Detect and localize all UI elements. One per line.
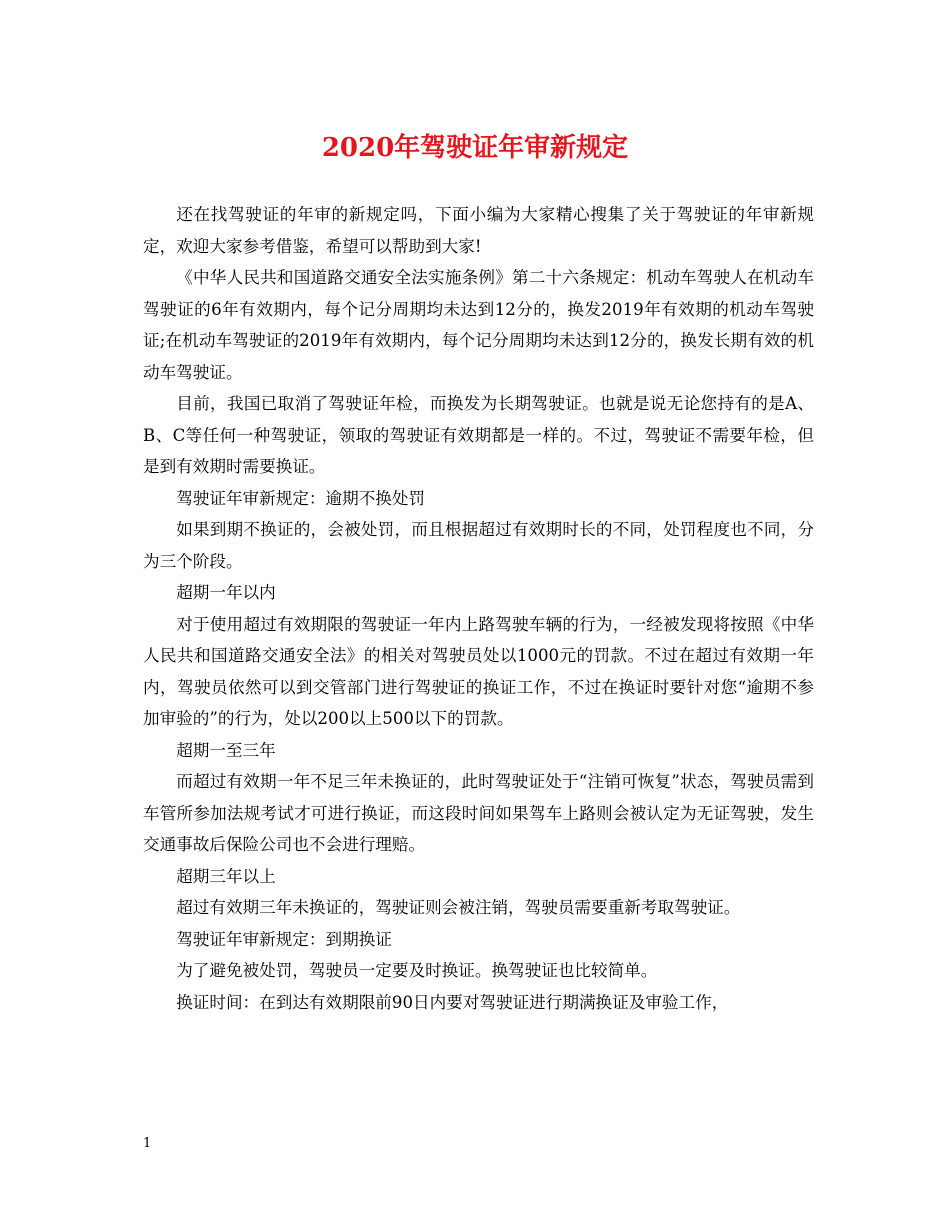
subheading-within-one-year: 超期一年以内 bbox=[176, 583, 276, 602]
paragraph-renewal-time: 换证时间：在到达有效期限前90日内要对驾驶证进行期满换证及审验工作， bbox=[176, 992, 729, 1012]
page-number: 1 bbox=[143, 1136, 152, 1151]
document-title: 2020年驾驶证年审新规定 bbox=[321, 133, 629, 163]
section-heading-penalty: 驾驶证年审新规定：逾期不换处罚 bbox=[176, 488, 426, 508]
paragraph-renewal-advice: 为了避免被处罚，驾驶员一定要及时换证。换驾驶证也比较简单。 bbox=[176, 961, 658, 980]
paragraph-over-three-years: 超过有效期三年未换证的，驾驶证则会被注销，驾驶员需要重新考取驾驶证。 bbox=[176, 898, 741, 917]
paragraph-intro: 还在找驾驶证的年审的新规定吗，下面小编为大家精心搜集了关于驾驶证的年审新规定，欢迎大家参考借鉴，希望可以帮助到大家! bbox=[143, 205, 814, 256]
document-body bbox=[143, 199, 814, 1018]
paragraph-regulation-article: 《中华人民共和国道路交通安全法实施条例》第二十六条规定：机动车驾驶人在机动车驾驶证的6年有效期内，每个记分周期均未达到12分的，换发2019年有效期的机动车驾驶证;在机动车驾驶证的2019年有效期内，每个记分周期均未达到12分的，换发长期有效的机动车驾驶证。 bbox=[143, 268, 814, 382]
paragraph-one-to-three-years: 而超过有效期一年不足三年未换证的，此时驾驶证处于“注销可恢复”状态，驾驶员需到车管所参加法规考试才可进行换证，而这段时间如果驾车上路则会被认定为无证驾驶，发生交通事故后保险公司也不会进行理赔。 bbox=[143, 772, 814, 854]
section-heading-renewal: 驾驶证年审新规定：到期换证 bbox=[176, 929, 392, 949]
paragraph-within-one-year: 对于使用超过有效期限的驾驶证一年内上路驾驶车辆的行为，一经被发现将按照《中华人民共和国道路交通安全法》的相关对驾驶员处以1000元的罚款。不过在超过有效期一年内，驾驶员依然可以到交管部门进行驾驶证的换证工作，不过在换证时要针对您“逾期不参加审验的”的行为，处以200以上500以下的罚款。 bbox=[143, 614, 814, 728]
subheading-over-three-years: 超期三年以上 bbox=[176, 866, 276, 886]
subheading-one-to-three-years: 超期一至三年 bbox=[176, 740, 276, 760]
paragraph-current-policy: 目前，我国已取消了驾驶证年检，而换发为长期驾驶证。也就是说无论您持有的是A、B、C等任何一种驾驶证，领取的驾驶证有效期都是一样的。不过，驾驶证不需要年检，但是到有效期时需要换证。 bbox=[143, 394, 814, 476]
paragraph-penalty-overview: 如果到期不换证的，会被处罚，而且根据超过有效期时长的不同，处罚程度也不同，分为三个阶段。 bbox=[143, 520, 814, 571]
